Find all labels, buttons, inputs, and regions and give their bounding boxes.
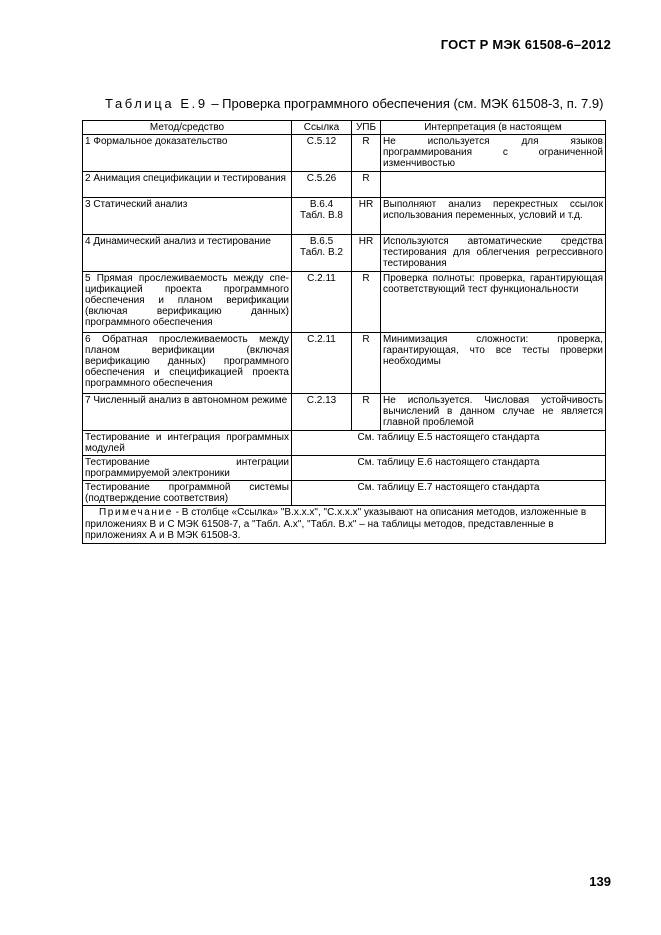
- note-label: Примечание: [99, 507, 173, 518]
- ref-value-2: Табл. В.8: [300, 210, 343, 221]
- method-cell: 3 Статический анализ: [83, 198, 292, 235]
- ref-value: В.6.5: [309, 236, 334, 247]
- upb-cell: HR: [352, 198, 381, 235]
- table-note-row: [83, 506, 606, 544]
- table-caption-label: Таблица Е.9: [105, 96, 208, 111]
- table-row: [83, 394, 606, 431]
- method-cell: 1 Формальное доказательство: [83, 135, 292, 172]
- ref-value-2: Табл. В.2: [300, 247, 343, 258]
- upb-cell: R: [352, 394, 381, 431]
- ref-cell: [292, 135, 352, 172]
- page-number: 139: [589, 874, 611, 889]
- column-header-upb: УПБ: [352, 121, 381, 135]
- note-text: - В столбце «Ссылка» "В.х.х.х", "С.х.х.х" указывают на описания методов, изложенные в приложениях В и С МЭК 61508-7, а "Табл. А.х", "Табл. В.х" – на таблицы методов, представленные в приложениях А и В МЭК 61508-3.: [85, 507, 587, 541]
- method-cell: Тестирование программной системы (подтверждение соответствия): [83, 481, 292, 506]
- table-row: [83, 172, 606, 198]
- ref-value: С.2.13: [306, 395, 337, 406]
- table-note: [83, 506, 606, 544]
- interpretation-cell: Проверка полноты: проверка, гарантирующая соответствующий тест функциональности: [381, 272, 606, 333]
- interpretation-cell: Выполняют анализ перекрестных ссылок использования переменных, условий и т.д.: [381, 198, 606, 235]
- ref-cell: [292, 272, 352, 333]
- ref-cell: [292, 198, 352, 235]
- reference-span-cell: См. таблицу Е.7 настоящего стандарта: [292, 481, 606, 506]
- table-row: [83, 235, 606, 272]
- table-caption: [105, 96, 603, 111]
- table-row: [83, 333, 606, 394]
- ref-value: С.2.11: [307, 273, 336, 284]
- ref-value: С.2.11: [307, 334, 336, 345]
- standard-header: ГОСТ Р МЭК 61508-6–2012: [440, 37, 611, 52]
- column-header-interpretation: Интерпретация (в настоящем: [381, 121, 606, 135]
- interpretation-cell: [381, 172, 606, 198]
- interpretation-cell: Минимизация сложности: проверка, гарантирующая, что все тесты проверки необходимы: [381, 333, 606, 394]
- method-cell: 7 Численный анализ в автономном режиме: [83, 394, 292, 431]
- upb-cell: R: [352, 135, 381, 172]
- table-span-row: [83, 431, 606, 456]
- reference-span-cell: См. таблицу Е.6 настоящего стандарта: [292, 456, 606, 481]
- table-row: [83, 135, 606, 172]
- upb-cell: R: [352, 333, 381, 394]
- reference-span-cell: См. таблицу Е.5 настоящего стандарта: [292, 431, 606, 456]
- table-row: [83, 272, 606, 333]
- verification-table: [82, 120, 606, 544]
- method-cell: Тестирование и интеграция программных модулей: [83, 431, 292, 456]
- column-header-ref: Ссылка: [292, 121, 352, 135]
- table-row: [83, 198, 606, 235]
- ref-value: В.6.4: [309, 199, 334, 210]
- table-header-row: [83, 121, 606, 135]
- column-header-method: Метод/средство: [83, 121, 292, 135]
- table-span-row: [83, 481, 606, 506]
- interpretation-cell: Не используется. Числовая устойчивость вычислений в данном случае не является главной проблемой: [381, 394, 606, 431]
- table-caption-text: – Проверка программного обеспечения (см. МЭК 61508-3, п. 7.9): [207, 96, 604, 111]
- method-cell: 6 Обратная прослеживаемость между планом верификации (включая верификацию данных) программного обеспечения и спецификацией проекта программного обеспечения: [83, 333, 292, 394]
- table-span-row: [83, 456, 606, 481]
- method-cell: 5 Прямая прослеживаемость между спе-цификацией проекта программного обеспечения и планом верификации (включая верификацию данных) программного обеспечения: [83, 272, 292, 333]
- method-cell: Тестирование интеграции программируемой электроники: [83, 456, 292, 481]
- method-cell: 2 Анимация спецификации и тестирования: [83, 172, 292, 198]
- interpretation-cell: Не используется для языков программирования с ограниченной изменчивостью: [381, 135, 606, 172]
- ref-cell: [292, 333, 352, 394]
- method-cell: 4 Динамический анализ и тестирование: [83, 235, 292, 272]
- interpretation-cell: Используются автоматические средства тестирования для облегчения регрессивного тестирования: [381, 235, 606, 272]
- ref-value: С.5.12: [306, 136, 337, 147]
- ref-cell: [292, 172, 352, 198]
- ref-cell: [292, 235, 352, 272]
- upb-cell: R: [352, 172, 381, 198]
- upb-cell: R: [352, 272, 381, 333]
- ref-cell: [292, 394, 352, 431]
- upb-cell: HR: [352, 235, 381, 272]
- ref-value: С.5.26: [306, 173, 337, 184]
